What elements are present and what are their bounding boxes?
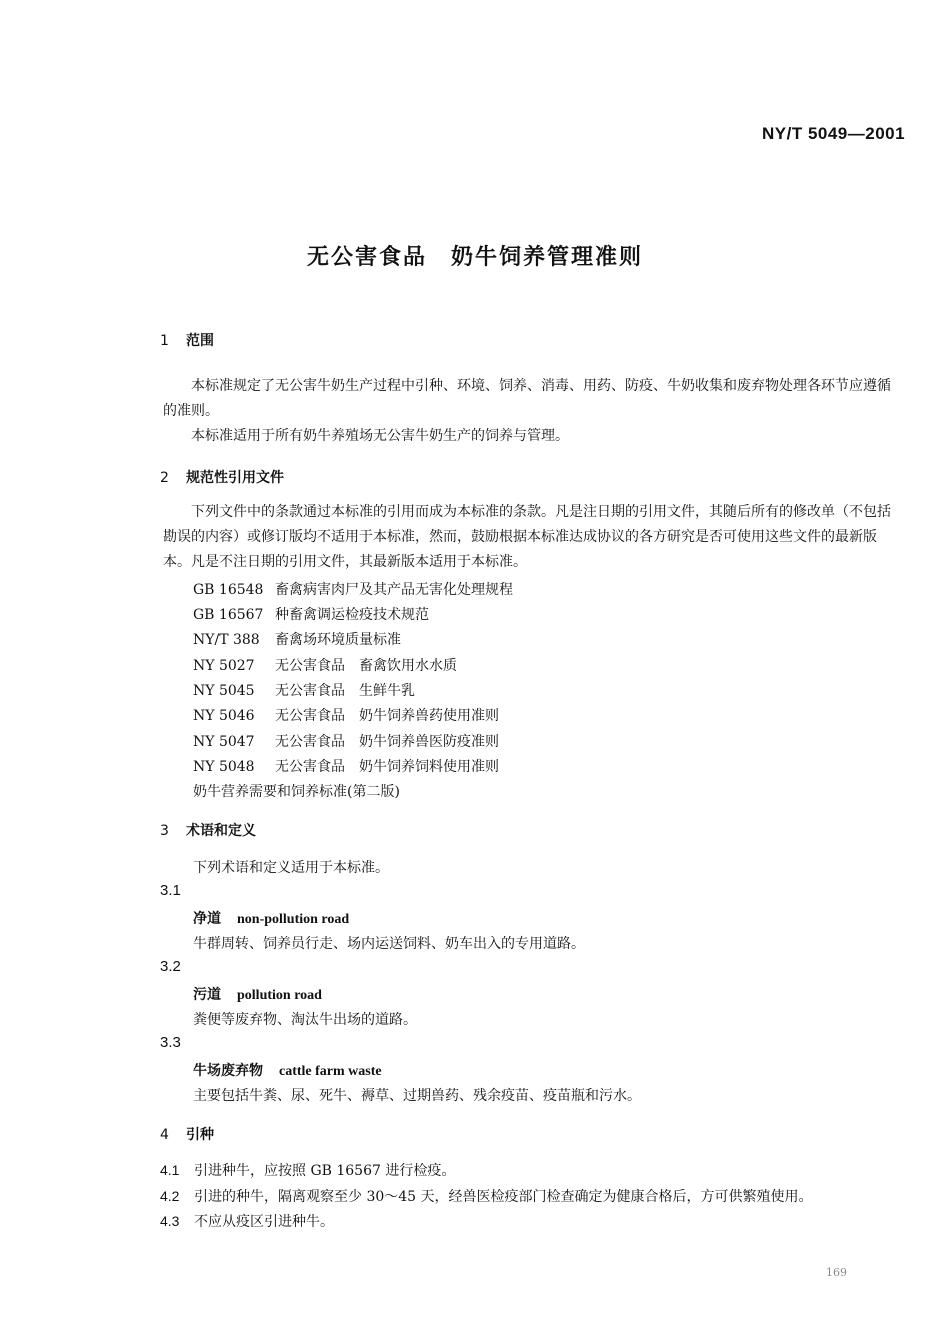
term-en: non-pollution road (237, 912, 350, 927)
section-2-heading (160, 467, 284, 487)
section-3-heading (160, 820, 256, 840)
reference-name: 奶牛营养需要和饲养标准(第二版) (193, 784, 400, 800)
reference-name: 无公害食品 生鲜牛乳 (275, 683, 415, 699)
term-en: pollution road (237, 988, 322, 1003)
term-heading (193, 1060, 382, 1080)
section-title: 引种 (186, 1127, 214, 1143)
section-title: 范围 (186, 333, 214, 349)
reference-item (193, 731, 499, 751)
standard-number: NY/T 5049—2001 (762, 124, 906, 143)
reference-name: 种畜禽调运检疫技术规范 (275, 607, 429, 623)
term-cn: 污道 (193, 987, 221, 1003)
clause-text: 引进种牛，应按照 GB 16567 进行检疫。 (194, 1163, 456, 1179)
clause-text: 引进的种牛，隔离观察至少 30～45 天，经兽医检疫部门检查确定为健康合格后，方可供繁殖使用。 (194, 1189, 813, 1205)
reference-name: 畜禽病害肉尸及其产品无害化处理规程 (275, 582, 513, 598)
reference-item (193, 705, 499, 725)
reference-name: 畜禽场环境质量标准 (275, 632, 401, 648)
reference-item (193, 629, 401, 649)
section-1-paragraph-1: 本标准规定了无公害牛奶生产过程中引种、环境、饲养、消毒、用药、防疫、牛奶收集和废弃物处理各环节应遵循的准则。 (163, 378, 891, 419)
clause-number: 4.1 (160, 1162, 180, 1178)
reference-code: GB 16548 (193, 582, 264, 598)
term-number: 3.2 (160, 958, 181, 975)
reference-code: NY 5048 (193, 759, 255, 775)
section-title: 规范性引用文件 (186, 470, 284, 486)
reference-code: NY 5045 (193, 683, 255, 699)
clause (160, 1186, 813, 1206)
page-number: 169 (826, 1266, 847, 1279)
term-definition: 粪便等废弃物、淘汰牛出场的道路。 (193, 1012, 417, 1028)
term-number: 3.1 (160, 882, 181, 899)
clause (160, 1211, 334, 1231)
clause-number: 4.3 (160, 1213, 180, 1229)
section-title: 术语和定义 (186, 823, 256, 839)
section-1-heading (160, 330, 214, 350)
term-definition: 主要包括牛粪、尿、死牛、褥草、过期兽药、残余疫苗、疫苗瓶和污水。 (193, 1088, 641, 1104)
document-title: 无公害食品 奶牛饲养管理准则 (306, 245, 643, 270)
section-4-heading (160, 1124, 214, 1144)
reference-code: NY 5047 (193, 734, 255, 750)
reference-code: NY 5046 (193, 708, 255, 724)
clause (160, 1160, 455, 1180)
reference-item (193, 655, 457, 675)
term-cn: 牛场废弃物 (193, 1063, 263, 1079)
clause-number: 4.2 (160, 1188, 180, 1204)
reference-item (193, 579, 513, 599)
reference-name: 无公害食品 奶牛饲养饲料使用准则 (275, 759, 499, 775)
term-heading (193, 984, 322, 1004)
term-cn: 净道 (193, 911, 221, 927)
term-heading (193, 908, 349, 928)
section-2-paragraph: 下列文件中的条款通过本标准的引用而成为本标准的条款。凡是注日期的引用文件，其随后所有的修改单（不包括勘误的内容）或修订版均不适用于本标准，然而，鼓励根据本标准达成协议的各方研究是否可使用这些文件的最新版本。凡是不注日期的引用文件，其最新版本适用于本标准。 (163, 504, 891, 570)
reference-name: 无公害食品 畜禽饮用水水质 (275, 658, 457, 674)
reference-name: 无公害食品 奶牛饲养兽医防疫准则 (275, 734, 499, 750)
section-number: 3 (160, 823, 169, 839)
section-3-intro: 下列术语和定义适用于本标准。 (193, 860, 389, 876)
reference-item (193, 756, 499, 776)
reference-item (193, 781, 400, 801)
term-definition: 牛群周转、饲养员行走、场内运送饲料、奶车出入的专用道路。 (193, 936, 585, 952)
reference-code: NY/T 388 (193, 632, 260, 648)
reference-item (193, 604, 429, 624)
term-en: cattle farm waste (279, 1064, 382, 1079)
reference-code: NY 5027 (193, 658, 255, 674)
clause-text: 不应从疫区引进种牛。 (194, 1214, 334, 1230)
section-1-paragraph-2: 本标准适用于所有奶牛养殖场无公害牛奶生产的饲养与管理。 (191, 428, 569, 444)
reference-name: 无公害食品 奶牛饲养兽药使用准则 (275, 708, 499, 724)
section-number: 2 (160, 470, 169, 486)
section-number: 4 (160, 1127, 169, 1143)
section-number: 1 (160, 333, 169, 349)
term-number: 3.3 (160, 1034, 181, 1051)
reference-item (193, 680, 415, 700)
reference-code: GB 16567 (193, 607, 264, 623)
